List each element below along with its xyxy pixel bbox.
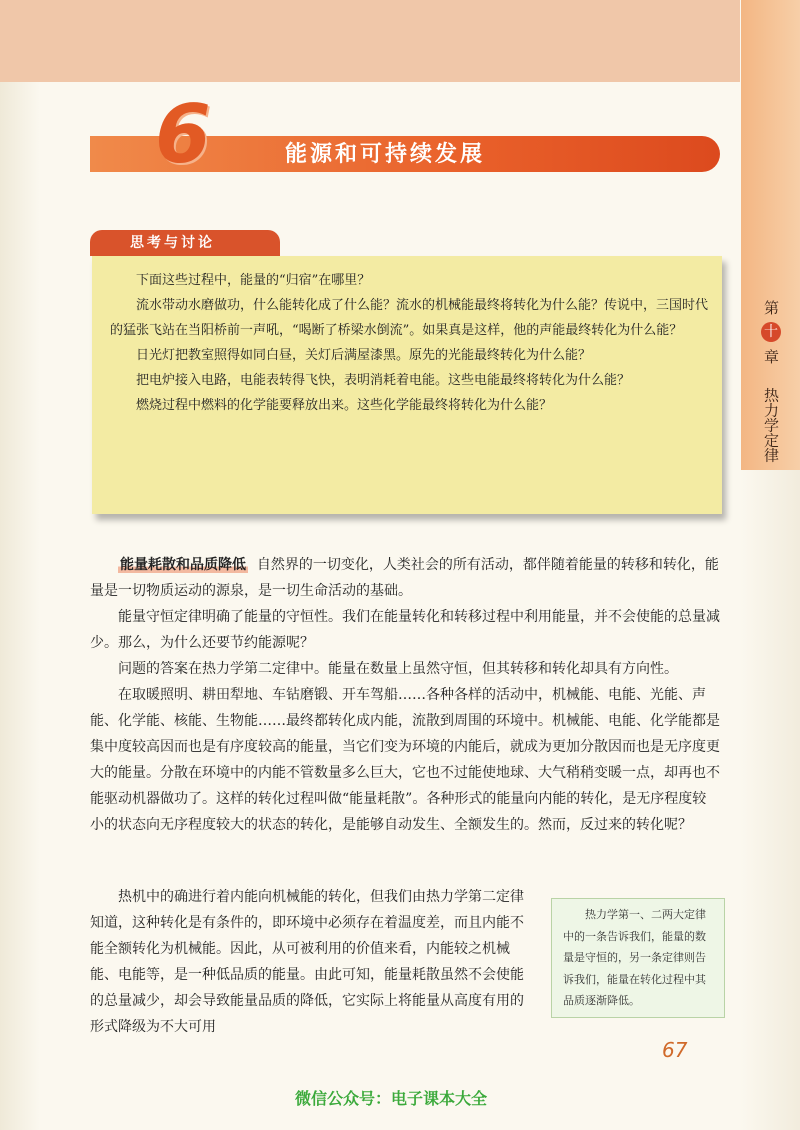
watermark: 微信公众号：电子课本大全 — [295, 1089, 488, 1108]
header-band — [0, 0, 740, 82]
body-paragraph: 能量守恒定律明确了能量的守恒性。我们在能量转化和转移过程中利用能量，并不会使能的总量减少。那么，为什么还要节约能源呢？ — [90, 609, 720, 651]
discussion-paragraph: 下面这些过程中，能量的“归宿”在哪里？ — [136, 273, 371, 288]
side-tab-suffix: 章 — [762, 348, 780, 364]
discussion-paragraph: 流水带动水磨做功，什么能转化成了什么能？流水的机械能最终将转化为什么能？传说中，三国时代的猛张飞站在当阳桥前一声吼，“喝断了桥梁水倒流”。如果真是这样，他的声能最终转化为什么能？ — [110, 298, 709, 338]
chapter-title: 能源和可持续发展 — [285, 141, 486, 167]
side-tab-number: 十 — [761, 322, 781, 342]
side-tab-title: 热力学定律 — [762, 387, 780, 463]
discussion-paragraph: 日光灯把教室照得如同白昼，关灯后满屋漆黑。原先的光能最终转化为什么能？ — [136, 348, 592, 363]
main-text — [90, 552, 720, 838]
side-tab-text — [751, 300, 781, 462]
discussion-content — [110, 268, 708, 418]
body-paragraph: 问题的答案在热力学第二定律中。能量在数量上虽然守恒，但其转移和转化却具有方向性。 — [118, 661, 678, 677]
chapter-number: 6 — [155, 88, 211, 181]
section-title: 能量耗散和品质降低 — [120, 557, 246, 573]
section-lead-paragraph — [90, 552, 720, 604]
side-tab-prefix: 第 — [762, 300, 780, 315]
discussion-tag: 思考与讨论 — [130, 235, 215, 251]
discussion-paragraph: 燃烧过程中燃料的化学能要释放出来。这些化学能最终将转化为什么能？ — [136, 398, 553, 413]
margin-note: 热力学第一、二两大定律中的一条告诉我们，能量的数量是守恒的，另一条定律则告诉我们，能量在转化过程中其品质逐渐降低。 — [563, 908, 706, 1007]
section-lead: 自然界的一切变化，人类社会的所有活动，都伴随着能量的转移和转化，能量是一切物质运动的源泉，是一切生命活动的基础。 — [90, 557, 719, 599]
discussion-paragraph: 把电炉接入电路，电能表转得飞快，表明消耗着电能。这些电能最终将转化为什么能？ — [136, 373, 631, 388]
body-paragraph-last: 热机中的确进行着内能向机械能的转化，但我们由热力学第二定律知道，这种转化是有条件的，即环境中必须存在着温度差，而且内能不能全额转化为机械能。因此，从可被利用的价值来看，内能较之机械能、电能等，是一种低品质的能量。由此可知，能量耗散虽然不会使能的总量减少，却会导致能量品质的降低，它实际上将能量从高度有用的形式降级为不大可用 — [90, 889, 524, 1035]
bottom-text — [90, 884, 530, 1040]
page-number: 67 — [662, 1038, 688, 1062]
body-paragraph: 在取暖照明、耕田犁地、车钻磨锻、开车驾船……各种各样的活动中，机械能、电能、光能、声能、化学能、核能、生物能……最终都转化成内能，流散到周围的环境中。机械能、电能、化学能都是集中度较高因而也是有序度较高的能量，当它们变为环境的内能后，就成为更加分散因而也是无序度更大的能量。分散在环境中的内能不管数量多么巨大，它也不过能使地球、大气稍稍变暖一点，却再也不能驱动机器做功了。这样的转化过程叫做“能量耗散”。各种形式的能量向内能的转化，是无序程度较小的状态向无序程度较大的状态的转化，是能够自动发生、全额发生的。然而，反过来的转化呢？ — [90, 687, 720, 833]
